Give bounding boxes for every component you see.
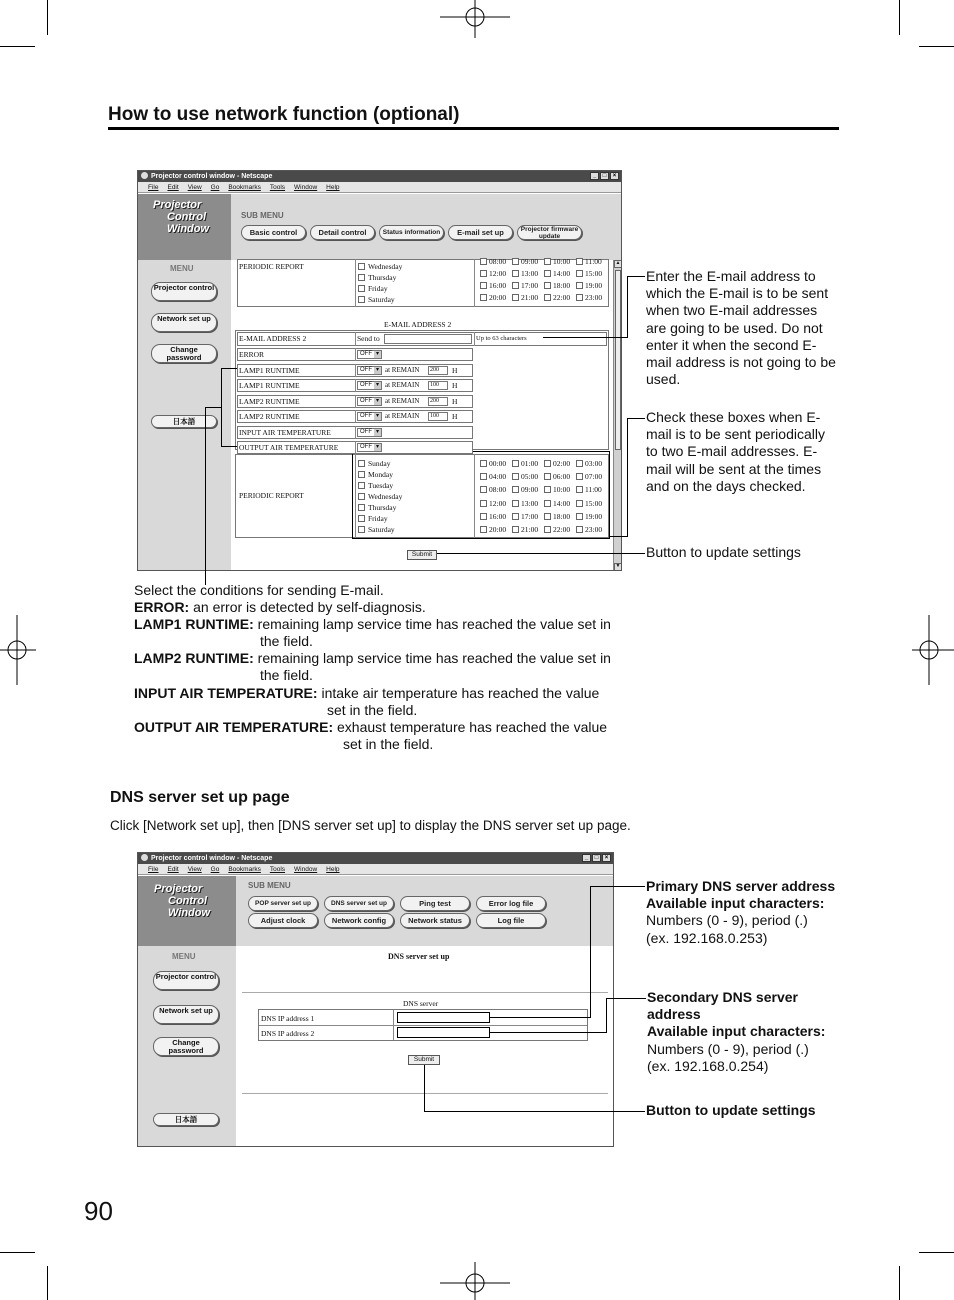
logo-banner xyxy=(138,194,231,260)
email-setup-window xyxy=(137,170,622,571)
netscape-icon xyxy=(141,172,148,179)
time-label: 15:00 xyxy=(585,498,603,508)
time-label: 03:00 xyxy=(585,459,603,468)
primary-title: Primary DNS server address xyxy=(646,878,836,894)
time-label: 21:00 xyxy=(521,525,539,534)
remain-label: at REMAIN xyxy=(385,412,420,420)
error-log-file-button[interactable]: Error log file xyxy=(476,896,546,911)
email2-header: E-MAIL ADDRESS 2 xyxy=(384,320,452,329)
day-checkbox[interactable] xyxy=(358,493,365,500)
annotation-email2: Enter the E-mail address to which the E-mail is to be sent when two E-mail addresses are going to be used. Do not enter it when the second E-mail address is not going to be used. xyxy=(646,268,836,388)
basic-control-button[interactable]: Basic control xyxy=(241,225,306,240)
condition-term: LAMP1 RUNTIME: xyxy=(134,616,254,632)
dns-paragraph: Click [Network set up], then [DNS server set up] to display the DNS server set up page. xyxy=(110,818,631,833)
crop-mark xyxy=(919,1252,954,1253)
time-label: 23:00 xyxy=(585,525,603,534)
submenu-label: SUB MENU xyxy=(248,881,291,890)
time-label: 11:00 xyxy=(585,257,602,266)
remain-hours-input[interactable]: 200 xyxy=(428,397,448,406)
time-label: 18:00 xyxy=(553,511,571,521)
time-checkbox[interactable] xyxy=(544,486,551,493)
minimize-icon[interactable]: _ xyxy=(590,172,599,180)
condition-select[interactable]: OFF ▾ xyxy=(357,350,382,359)
primary-avail: Available input characters: xyxy=(646,895,825,912)
scroll-thumb[interactable] xyxy=(615,270,621,450)
menu-bookmarks[interactable]: Bookmarks xyxy=(228,866,261,873)
condition-desc xyxy=(134,650,611,667)
condition-desc xyxy=(134,719,607,736)
conditions-intro: Select the conditions for sending E-mail. xyxy=(134,582,384,598)
time-label: 21:00 xyxy=(521,293,539,302)
condition-desc xyxy=(134,685,599,702)
menu-go[interactable]: Go xyxy=(210,866,220,873)
minimize-icon[interactable]: _ xyxy=(582,854,591,862)
remain-hours-input[interactable]: 100 xyxy=(428,381,448,390)
dns-row-2-label: DNS IP address 2 xyxy=(261,1029,315,1038)
menu-file[interactable]: File xyxy=(148,184,159,191)
scrollbar[interactable] xyxy=(613,260,621,571)
time-label: 12:00 xyxy=(489,269,507,278)
page-number: 90 xyxy=(84,1196,113,1226)
menu-bookmarks[interactable]: Bookmarks xyxy=(228,184,261,191)
remain-label: at REMAIN xyxy=(385,381,420,389)
menu-help[interactable]: Help xyxy=(326,184,340,191)
primary-dns-input[interactable] xyxy=(397,1012,490,1023)
condition-select[interactable]: OFF ▾ xyxy=(357,381,382,390)
time-checkbox[interactable] xyxy=(544,282,551,289)
time-label: 17:00 xyxy=(521,281,539,290)
condition-desc-cont: the field. xyxy=(260,633,313,649)
nav-network-setup[interactable]: Network set up xyxy=(153,1005,219,1024)
dns-setup-window xyxy=(137,852,614,1147)
time-label: 09:00 xyxy=(521,485,539,495)
remain-label: at REMAIN xyxy=(385,365,420,374)
condition-text: remaining lamp service time has reached the value set in xyxy=(257,616,611,632)
time-checkbox[interactable] xyxy=(512,513,519,520)
registration-mark xyxy=(440,0,510,40)
time-checkbox[interactable] xyxy=(480,473,487,480)
condition-select[interactable]: OFF ▾ xyxy=(357,366,382,375)
dns-section-label: DNS server xyxy=(403,999,439,1008)
day-label: Saturday xyxy=(368,525,395,534)
day-label: Saturday xyxy=(368,295,395,304)
condition-label: ERROR xyxy=(239,350,265,359)
status-information-button[interactable]: Status information xyxy=(379,225,444,240)
condition-desc xyxy=(134,616,611,633)
up-to-hint: Up to 63 characters xyxy=(476,335,527,342)
condition-desc-cont: set in the field. xyxy=(327,702,418,718)
condition-select[interactable]: OFF ▾ xyxy=(357,428,382,437)
menu-file[interactable]: File xyxy=(148,866,159,873)
menu-view[interactable]: View xyxy=(187,866,202,873)
time-label: 17:00 xyxy=(521,511,539,521)
crop-mark xyxy=(47,1266,48,1300)
day-label: Thursday xyxy=(368,273,397,282)
email2-input[interactable] xyxy=(384,334,472,344)
leader-line xyxy=(490,1032,607,1033)
time-label: 02:00 xyxy=(553,459,571,468)
time-checkbox[interactable] xyxy=(512,294,519,301)
menu-edit[interactable]: Edit xyxy=(167,184,179,191)
close-icon[interactable]: × xyxy=(610,172,619,180)
firmware-update-button[interactable]: Projector firmware update xyxy=(517,225,582,240)
time-label: 08:00 xyxy=(489,485,507,495)
crop-mark xyxy=(47,0,48,35)
day-label: Wednesday xyxy=(368,492,403,501)
annotation-periodic: Check these boxes when E-mail is to be sent periodically to two E-mail addresses. E-mail will be sent at the times and on the days checked. xyxy=(646,409,825,494)
time-label: 16:00 xyxy=(489,281,507,290)
time-checkbox[interactable] xyxy=(544,270,551,277)
secondary-chars: Numbers (0 - 9), period (.) xyxy=(647,1040,809,1057)
time-label: 20:00 xyxy=(489,525,507,534)
time-checkbox[interactable] xyxy=(544,500,551,507)
secondary-example: (ex. 192.168.0.254) xyxy=(647,1057,769,1074)
time-label: 10:00 xyxy=(553,485,571,495)
day-label: Friday xyxy=(368,514,388,523)
registration-mark xyxy=(0,615,36,685)
send-to-label: Send to xyxy=(357,334,380,343)
time-label: 09:00 xyxy=(521,257,539,266)
dns-page-title: DNS server set up xyxy=(388,952,450,961)
condition-term: ERROR: xyxy=(134,599,190,615)
crop-mark xyxy=(919,46,954,47)
time-checkbox[interactable] xyxy=(576,513,583,520)
day-checkbox[interactable] xyxy=(358,526,365,533)
hours-unit: H xyxy=(452,381,458,390)
time-label: 22:00 xyxy=(553,525,571,534)
condition-select[interactable]: OFF ▾ xyxy=(357,412,382,421)
menu-window[interactable]: Window xyxy=(294,866,318,873)
time-checkbox[interactable] xyxy=(544,526,551,533)
day-checkbox[interactable] xyxy=(358,504,365,511)
annotation-primary-dns xyxy=(646,878,846,947)
time-checkbox[interactable] xyxy=(480,460,487,467)
day-label: Friday xyxy=(368,284,388,293)
day-checkbox[interactable] xyxy=(358,471,365,478)
menu-view[interactable]: View xyxy=(187,184,202,191)
time-label: 13:00 xyxy=(521,269,539,278)
leader-line xyxy=(424,1065,425,1112)
window-title: Projector control window - Netscape xyxy=(151,173,273,180)
crop-mark xyxy=(0,1252,35,1253)
menu-label: MENU xyxy=(170,264,194,273)
secondary-title: Secondary DNS server address xyxy=(647,989,798,1023)
hours-unit: H xyxy=(452,365,458,375)
day-checkbox[interactable] xyxy=(358,482,365,489)
day-checkbox[interactable] xyxy=(358,285,365,292)
secondary-dns-input[interactable] xyxy=(397,1027,490,1038)
day-checkbox[interactable] xyxy=(358,460,365,467)
section-title: How to use network function (optional) xyxy=(108,104,460,125)
time-label: 22:00 xyxy=(553,293,571,302)
logo-banner xyxy=(138,876,236,946)
primary-example: (ex. 192.168.0.253) xyxy=(646,929,768,946)
condition-select[interactable]: OFF ▾ xyxy=(357,443,382,452)
time-checkbox[interactable] xyxy=(480,270,487,277)
time-label: 08:00 xyxy=(489,257,507,266)
time-checkbox[interactable] xyxy=(512,258,519,265)
time-label: 10:00 xyxy=(553,257,571,266)
nav-network-setup[interactable]: Network set up xyxy=(151,313,217,332)
nav-japanese[interactable]: 日本語 xyxy=(153,1113,219,1126)
time-label: 19:00 xyxy=(585,511,603,521)
menu-help[interactable]: Help xyxy=(326,866,340,873)
dns-server-setup-button[interactable]: DNS server set up xyxy=(324,896,394,911)
network-status-button[interactable]: Network status xyxy=(400,913,470,928)
menu-go[interactable]: Go xyxy=(210,184,220,191)
condition-term: INPUT AIR TEMPERATURE: xyxy=(134,685,318,701)
submenu-bar xyxy=(236,876,614,946)
browser-menubar xyxy=(138,182,621,193)
nav-change-password[interactable]: Change password xyxy=(153,1037,219,1056)
logo: Projector Control Window xyxy=(154,883,211,919)
time-checkbox[interactable] xyxy=(512,460,519,467)
time-label: 13:00 xyxy=(521,498,539,508)
time-label: 12:00 xyxy=(489,498,507,508)
time-label: 06:00 xyxy=(553,472,571,482)
email2-label: E-MAIL ADDRESS 2 xyxy=(239,334,307,343)
leader-line xyxy=(627,418,645,419)
dns-submit-button[interactable]: Submit xyxy=(408,1055,440,1065)
time-label: 07:00 xyxy=(585,472,603,482)
time-label: 00:00 xyxy=(489,459,507,468)
time-label: 15:00 xyxy=(585,269,603,278)
submit-button[interactable]: Submit xyxy=(407,550,437,560)
time-label: 04:00 xyxy=(489,472,507,482)
time-checkbox[interactable] xyxy=(576,486,583,493)
condition-text: remaining lamp service time has reached the value set in xyxy=(257,650,611,666)
title-rule xyxy=(108,127,839,130)
condition-text: intake air temperature has reached the value xyxy=(321,685,600,701)
time-checkbox[interactable] xyxy=(576,500,583,507)
scroll-up-icon[interactable]: ▲ xyxy=(615,261,621,266)
day-checkbox[interactable] xyxy=(358,274,365,281)
scroll-down-icon[interactable]: ▼ xyxy=(615,564,621,569)
hours-unit: H xyxy=(452,396,458,406)
menu-window[interactable]: Window xyxy=(294,184,318,191)
browser-menubar xyxy=(138,864,613,875)
registration-mark xyxy=(440,1262,510,1300)
window-titlebar xyxy=(138,171,621,182)
time-checkbox[interactable] xyxy=(512,526,519,533)
detail-control-button[interactable]: Detail control xyxy=(310,225,375,240)
annotation-dns-submit: Button to update settings xyxy=(646,1102,816,1118)
maximize-icon[interactable]: □ xyxy=(600,172,609,180)
network-config-button[interactable]: Network config xyxy=(324,913,394,928)
menu-edit[interactable]: Edit xyxy=(167,866,179,873)
menu-label: MENU xyxy=(172,952,196,961)
condition-text: exhaust temperature has reached the value xyxy=(337,719,608,735)
time-label: 11:00 xyxy=(585,485,602,495)
hours-unit: H xyxy=(452,412,458,421)
nav-change-password[interactable]: Change password xyxy=(151,344,217,363)
time-checkbox[interactable] xyxy=(544,294,551,301)
crop-mark xyxy=(0,46,35,47)
leader-line xyxy=(437,553,645,554)
time-checkbox[interactable] xyxy=(480,500,487,507)
time-label: 14:00 xyxy=(553,269,571,278)
remain-label: at REMAIN xyxy=(385,396,420,405)
leader-line xyxy=(490,1017,591,1018)
day-label: Sunday xyxy=(368,459,391,468)
day-label: Thursday xyxy=(368,503,397,512)
remain-hours-input[interactable]: 100 xyxy=(428,412,448,421)
day-label: Monday xyxy=(368,470,393,479)
day-checkbox[interactable] xyxy=(358,296,365,303)
time-checkbox[interactable] xyxy=(480,258,487,265)
time-checkbox[interactable] xyxy=(480,513,487,520)
day-checkbox[interactable] xyxy=(358,263,365,270)
secondary-avail: Available input characters: xyxy=(647,1023,826,1040)
time-checkbox[interactable] xyxy=(480,486,487,493)
time-checkbox[interactable] xyxy=(512,282,519,289)
time-checkbox[interactable] xyxy=(576,294,583,301)
time-checkbox[interactable] xyxy=(576,473,583,480)
time-label: 23:00 xyxy=(585,293,603,302)
periodic-report-label: PERIODIC REPORT xyxy=(239,262,304,271)
adjust-clock-button[interactable]: Adjust clock xyxy=(248,913,318,928)
time-checkbox[interactable] xyxy=(576,460,583,467)
close-icon[interactable]: × xyxy=(602,854,611,862)
condition-select[interactable]: OFF ▾ xyxy=(357,397,382,406)
condition-label: OUTPUT AIR TEMPERATURE xyxy=(239,443,339,452)
day-checkbox[interactable] xyxy=(358,515,365,522)
time-checkbox[interactable] xyxy=(576,270,583,277)
window-titlebar xyxy=(138,853,613,864)
window-title: Projector control window - Netscape xyxy=(151,855,273,862)
time-checkbox[interactable] xyxy=(512,473,519,480)
time-checkbox[interactable] xyxy=(576,258,583,265)
time-label: 16:00 xyxy=(489,511,507,521)
ping-test-button[interactable]: Ping test xyxy=(400,896,470,911)
time-checkbox[interactable] xyxy=(512,500,519,507)
time-label: 18:00 xyxy=(553,281,571,290)
menu-tools[interactable]: Tools xyxy=(269,184,286,191)
condition-desc xyxy=(134,599,426,616)
time-checkbox[interactable] xyxy=(512,486,519,493)
condition-text: an error is detected by self-diagnosis. xyxy=(193,599,426,615)
annotation-submit: Button to update settings xyxy=(646,544,801,560)
time-label: 01:00 xyxy=(521,459,539,468)
time-label: 20:00 xyxy=(489,293,507,302)
annotation-secondary-dns xyxy=(647,989,847,1075)
time-checkbox[interactable] xyxy=(512,270,519,277)
condition-term: LAMP2 RUNTIME: xyxy=(134,650,254,666)
nav-projector-control[interactable]: Projector control xyxy=(151,282,217,301)
nav-japanese[interactable]: 日本語 xyxy=(151,415,217,428)
time-checkbox[interactable] xyxy=(480,526,487,533)
condition-label: LAMP2 RUNTIME xyxy=(239,396,300,406)
condition-label: INPUT AIR TEMPERATURE xyxy=(239,427,331,437)
condition-label: LAMP1 RUNTIME xyxy=(239,365,300,375)
condition-label: LAMP2 RUNTIME xyxy=(239,412,300,421)
registration-mark xyxy=(912,615,954,685)
day-label: Tuesday xyxy=(368,481,394,490)
logo: Projector Control Window xyxy=(153,199,210,235)
condition-label: LAMP1 RUNTIME xyxy=(239,381,300,390)
day-label: Wednesday xyxy=(368,262,403,271)
email-setup-button[interactable]: E-mail set up xyxy=(448,225,513,240)
time-label: 14:00 xyxy=(553,498,571,508)
time-checkbox[interactable] xyxy=(480,282,487,289)
time-label: 19:00 xyxy=(585,281,603,290)
condition-term: OUTPUT AIR TEMPERATURE: xyxy=(134,719,334,735)
periodic-report-label-2: PERIODIC REPORT xyxy=(239,491,304,500)
time-checkbox[interactable] xyxy=(576,282,583,289)
pop-server-setup-button[interactable]: POP server set up xyxy=(248,896,318,911)
log-file-button[interactable]: Log file xyxy=(476,913,546,928)
primary-chars: Numbers (0 - 9), period (.) xyxy=(646,912,808,929)
time-checkbox[interactable] xyxy=(480,294,487,301)
netscape-icon xyxy=(141,854,148,861)
nav-projector-control[interactable]: Projector control xyxy=(153,971,219,990)
time-checkbox[interactable] xyxy=(544,258,551,265)
crop-mark xyxy=(899,0,900,35)
dns-heading: DNS server set up page xyxy=(110,789,290,806)
crop-mark xyxy=(899,1266,900,1300)
leader-line xyxy=(543,337,627,338)
maximize-icon[interactable]: □ xyxy=(592,854,601,862)
time-checkbox[interactable] xyxy=(576,526,583,533)
condition-desc-cont: set in the field. xyxy=(343,736,434,752)
time-checkbox[interactable] xyxy=(544,473,551,480)
condition-desc-cont: the field. xyxy=(260,667,313,683)
time-checkbox[interactable] xyxy=(544,460,551,467)
remain-hours-input[interactable]: 200 xyxy=(428,366,448,375)
time-label: 05:00 xyxy=(521,472,539,482)
menu-tools[interactable]: Tools xyxy=(269,866,286,873)
time-checkbox[interactable] xyxy=(544,513,551,520)
dns-row-1-label: DNS IP address 1 xyxy=(261,1014,315,1023)
submenu-label: SUB MENU xyxy=(241,211,284,220)
